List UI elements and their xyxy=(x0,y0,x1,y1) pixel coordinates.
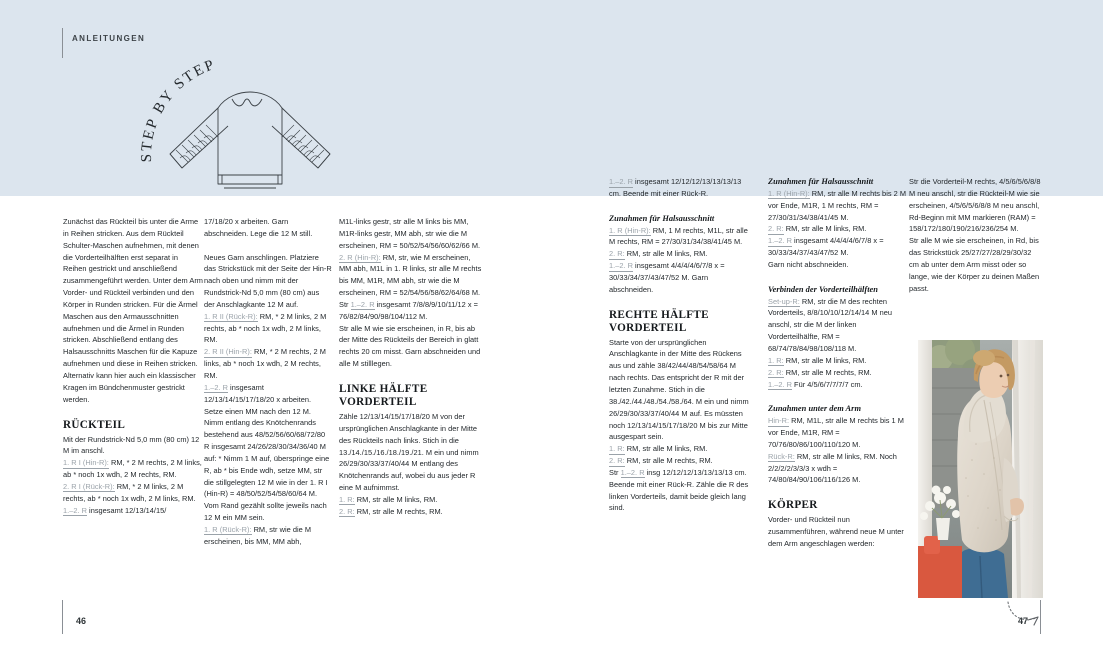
row-text: insgesamt 12/12/12/13/13/13/13 cm. Beende mit einer Rück-R. xyxy=(609,177,742,198)
paragraph xyxy=(63,481,203,505)
paragraph: Str die Vorderteil-M rechts, 4/5/6/5/6/8/8 M neu anschl, str die Rückteil-M wie sie erscheinen, 4/5/6/5/6/8/8 M neu anschl, Rd-Beginn mit MM markieren (RAM) = 158/172/180/190/216/236/254 M. xyxy=(909,177,1041,234)
paragraph xyxy=(768,355,910,367)
paragraph xyxy=(768,235,910,259)
row-label: 1. R I (Hin-R): xyxy=(63,458,109,468)
row-label: 1.–2. R xyxy=(609,261,633,271)
running-head: ANLEITUNGEN xyxy=(72,34,146,43)
row-label: 2. R: xyxy=(609,456,625,466)
paragraph: Zähle 12/13/14/15/17/18/20 M von der ursprünglichen Anschlagkante in der Mitte des Rückteils nach links. Stich in die 13./14./15./16./18./19./21. M ein und nimm 26/29/30/33/37/40/44 M entlang des Knötchenrands auf, wobei du aus jeder R eine M aufnimmst. xyxy=(339,411,479,493)
row-label: Set-up-R: xyxy=(768,296,800,306)
row-label: Hin-R: xyxy=(768,416,790,426)
row-label: 2. R II (Hin-R): xyxy=(204,347,252,357)
row-text: RM, str alle M rechts, RM. xyxy=(624,456,713,466)
paragraph: Str alle M wie sie erscheinen, in Rd, bis das Strickstück 25/27/27/28/29/30/32 cm ab unter dem Arm misst oder so lange, wie der Körper zu deinen Maßen passt. xyxy=(909,236,1040,293)
row-text: RM, str alle M rechts, RM. xyxy=(354,506,443,516)
text-column-2 xyxy=(204,216,332,548)
row-text: RM, * 2 M rechts, 2 M links, ab * noch 1x wdh, 2 M rechts, RM. xyxy=(204,347,326,380)
folio-right: 47 xyxy=(1018,616,1029,626)
paragraph: Setze einen MM nach den 12 M. Nimm entlang des Knötchenrands bestehend aus 48/52/56/60/68/72/80 R insgesamt 24/26/28/30/34/36/40 M auf: * Nimm 1 M auf, überspringe eine R, ab * bis Ende wdh, setze MM, str die stillgelegten 12 M wie in der 1. R I (Hin-R) = 48/50/52/54/58/60/64 M. Vom Rand gezählt sollte jeweils nach 12 M ein MM sein. xyxy=(204,406,330,523)
paragraph xyxy=(609,248,753,260)
row-text: Für 4/5/6/7/7/7/7 cm. xyxy=(791,379,863,389)
header-rule-left xyxy=(62,28,63,58)
paragraph xyxy=(204,382,332,406)
paragraph: Neues Garn anschlingen. Platziere das Strickstück mit der Seite der Hin-R nach oben und nimm mit der Rundstrick-Nd 5,0 mm (80 cm) aus der Anschlagkante 12 M auf. xyxy=(204,252,332,309)
subheading-zunahmen-halsausschnitt-2: Zunahmen für Halsausschnitt xyxy=(768,177,874,186)
paragraph xyxy=(768,188,910,224)
text-column-3 xyxy=(339,216,484,518)
paragraph xyxy=(609,225,753,249)
row-label: 1.–2. R xyxy=(768,379,792,389)
row-text: RM, * 2 M links, 2 M rechts, ab * noch 1x wdh, 2 M links, RM. xyxy=(204,311,327,345)
subheading-verbinden-vorderteilhaelften: Verbinden der Vorderteilhälften xyxy=(768,284,878,294)
row-text: insgesamt 12/13/14/15/ xyxy=(86,505,167,515)
row-label: 1. R (Hin-R): xyxy=(768,188,810,198)
heading-koerper: KÖRPER xyxy=(768,499,818,512)
row-label: 2. R: xyxy=(609,249,625,259)
row-text: RM, str alle M links, RM. xyxy=(783,355,867,365)
row-text: insg 12/12/12/13/13/13/13 cm. Beende mit einer Rück-R. Zähle die R des linken Vorderteils, damit beide gleich lang sind. xyxy=(609,467,749,513)
row-label: 1.–2. R xyxy=(620,467,645,477)
row-text: RM, str alle M links, RM. xyxy=(354,494,438,504)
row-label: Rück-R: xyxy=(768,451,795,461)
row-label: 1.–2. R xyxy=(204,382,228,392)
row-text: RM, str alle M links, RM. xyxy=(624,444,708,454)
row-text: RM, str alle M rechts bis 2 M vor Ende, M1R, 1 M rechts, RM = 27/30/31/34/38/41/45 M. xyxy=(768,188,907,222)
paragraph: Starte von der ursprünglichen Anschlagkante in der Mitte des Rückens aus und zähle 38/42/44/48/54/58/64 M nach rechts. Das entspricht der R mit der letzten Zunahme. Stich in die 38./42./44./48./54./58./64. M ein und nimm 26/29/30/33/37/40/44 M auf. Es müssten noch 12/13/14/15/17/18/20 M bis zur Mitte ausgespart sein. xyxy=(609,337,749,442)
paragraph: Mit der Rundstrick-Nd 5,0 mm (80 cm) 12 M im anschl. xyxy=(63,434,200,456)
row-text: RM, str, wie M erscheinen, MM abh, M1L in 1. R links, str alle M rechts bis MM, M1R, MM abh, str wie die M erscheinen, RM = 52/54/56/58/62/64/68 M. xyxy=(339,252,482,298)
row-prefix: Str xyxy=(609,467,621,477)
paragraph xyxy=(339,252,484,299)
paragraph xyxy=(204,524,332,548)
subheading-zunahmen-unter-dem-arm: Zunahmen unter dem Arm xyxy=(768,404,861,414)
paragraph xyxy=(768,223,910,235)
row-label: 2. R: xyxy=(339,506,355,516)
curved-arrow-icon xyxy=(1004,598,1048,628)
row-label: 1. R II (Rück-R): xyxy=(204,311,258,321)
row-label: 1.–2. R xyxy=(350,299,375,309)
paragraph xyxy=(768,379,910,391)
paragraph xyxy=(63,457,203,481)
paragraph xyxy=(768,451,910,487)
sweater-schematic-icon xyxy=(140,62,360,202)
paragraph: Garn nicht abschneiden. xyxy=(768,259,849,269)
step-by-step-text: STEP BY STEP xyxy=(138,58,218,163)
row-text: RM, M1L, str alle M rechts bis 1 M vor Ende, M1R, RM = 70/76/80/86/100/110/120 M. xyxy=(768,416,904,449)
row-text: RM, str alle M links, RM. xyxy=(783,224,867,234)
paragraph xyxy=(609,260,753,296)
text-column-6 xyxy=(909,176,1043,294)
row-label: 2. R: xyxy=(768,224,784,234)
row-text: RM, * 2 M rechts, 2 M links, ab * noch 1x wdh, 2 M rechts, RM. xyxy=(63,458,202,480)
row-label: 2. R (Hin-R): xyxy=(339,252,381,262)
row-text: RM, str wie die M erscheinen, bis MM, MM abh, xyxy=(204,524,311,546)
row-label: 1.–2. R xyxy=(63,505,87,515)
paragraph xyxy=(339,494,484,506)
row-text: RM, str die M des rechten Vorderteils, 8/8/10/10/12/14/14 M neu anschl, str die M der linken Vorderteilhälfte, RM = 68/74/78/84/98/108/118 M. xyxy=(768,296,893,353)
subheading-zunahmen-halsausschnitt: Zunahmen für Halsausschnitt xyxy=(609,213,715,223)
folio-left: 46 xyxy=(76,616,87,626)
row-text: insgesamt 12/13/14/15/17/18/20 x arbeiten. xyxy=(204,382,312,404)
paragraph xyxy=(768,415,910,451)
paragraph: Vorder- und Rückteil nun zusammenführen, während neue M unter dem Arm angeschlagen werden: xyxy=(768,515,904,548)
paragraph: M1L-links gestr, str alle M links bis MM, M1R-links gestr, MM abh, str wie die M erscheinen, RM = 50/52/54/56/60/62/66 M. xyxy=(339,217,481,250)
heading-rechte-haelfte-vorderteil: RECHTE HÄLFTE VORDERTEIL xyxy=(609,308,709,334)
paragraph xyxy=(609,467,753,514)
row-label: 1.–2. R xyxy=(768,236,792,246)
paragraph xyxy=(609,443,753,455)
paragraph xyxy=(204,346,332,382)
row-text: insgesamt 7/8/8/9/10/11/12 x = 76/82/84/90/98/104/112 M. xyxy=(339,299,478,321)
row-text: RM, 1 M rechts, M1L, str alle M rechts, RM = 27/30/31/34/38/41/45 M. xyxy=(609,225,748,247)
row-text: RM, str alle M links, RM. Noch 2/2/2/2/3/3/3 x wdh = 74/80/84/90/106/116/126 M. xyxy=(768,451,897,485)
row-text: RM, * 2 M links, 2 M rechts, ab * noch 1x wdh, 2 M links, RM. xyxy=(63,481,196,503)
footer-rule-left xyxy=(62,600,63,634)
paragraph: Str alle M wie sie erscheinen, in R, bis ab der Mitte des Rückteils der Bereich in glatt rechts 20 cm misst. Garn abschneiden und alle M stilllegen. xyxy=(339,323,481,369)
row-label: 2. R I (Rück-R): xyxy=(63,481,115,491)
text-column-5 xyxy=(768,176,910,550)
row-text: insgesamt 4/4/4/4/6/7/8 x = 30/33/34/37/43/47/52 M. xyxy=(768,236,884,258)
paragraph xyxy=(768,367,910,379)
paragraph xyxy=(63,505,203,517)
text-column-4 xyxy=(609,176,753,514)
paragraph: 17/18/20 x arbeiten. Garn abschneiden. Lege die 12 M still. xyxy=(204,217,313,238)
paragraph xyxy=(768,296,910,355)
row-text: RM, str alle M links, RM. xyxy=(624,249,708,259)
row-label: 1. R: xyxy=(768,355,784,365)
paragraph xyxy=(339,299,484,323)
row-label: 1.–2. R xyxy=(609,177,633,186)
row-label: 1. R: xyxy=(609,444,625,454)
row-prefix: Str xyxy=(339,299,351,309)
paragraph xyxy=(204,311,332,347)
paragraph xyxy=(339,506,484,518)
row-label: 1. R (Hin-R): xyxy=(609,225,651,235)
paragraph xyxy=(609,455,753,467)
paragraph: Zunächst das Rückteil bis unter die Arme in Reihen stricken. Aus dem Rückteil Schulter-Maschen aufnehmen, mit denen die Vorderteilhälften erst separat in Reihen gestrickt und anschließend zusammengeführt werden. Unter dem Arm Vorder- und Rückteil verbinden und den Körper in Runden stricken. Für die Ärmel Maschen aus den Armausschnitten aufnehmen und die Ärmel in Runden stricken. Abschließend entlang des Halsausschnitts Maschen für die Kapuze aufnehmen und diese in Reihen stricken. Alternativ kann hier auch ein klassischer Kragen im Bündchenmuster gestrickt werden. xyxy=(63,217,203,404)
row-label: 1. R: xyxy=(339,494,355,504)
text-column-1 xyxy=(63,216,203,516)
model-photo xyxy=(918,340,1043,598)
paragraph xyxy=(609,176,753,200)
row-label: 1. R (Rück-R): xyxy=(204,524,252,534)
heading-linke-haelfte-vorderteil: LINKE HÄLFTE VORDERTEIL xyxy=(339,382,428,408)
row-text: RM, str alle M rechts, RM. xyxy=(783,367,872,377)
heading-rueckteil: RÜCKTEIL xyxy=(63,418,126,431)
row-text: insgesamt 4/4/4/4/6/7/8 x = 30/33/34/37/43/47/52 M. Garn abschneiden. xyxy=(609,261,725,294)
row-label: 2. R: xyxy=(768,367,784,377)
